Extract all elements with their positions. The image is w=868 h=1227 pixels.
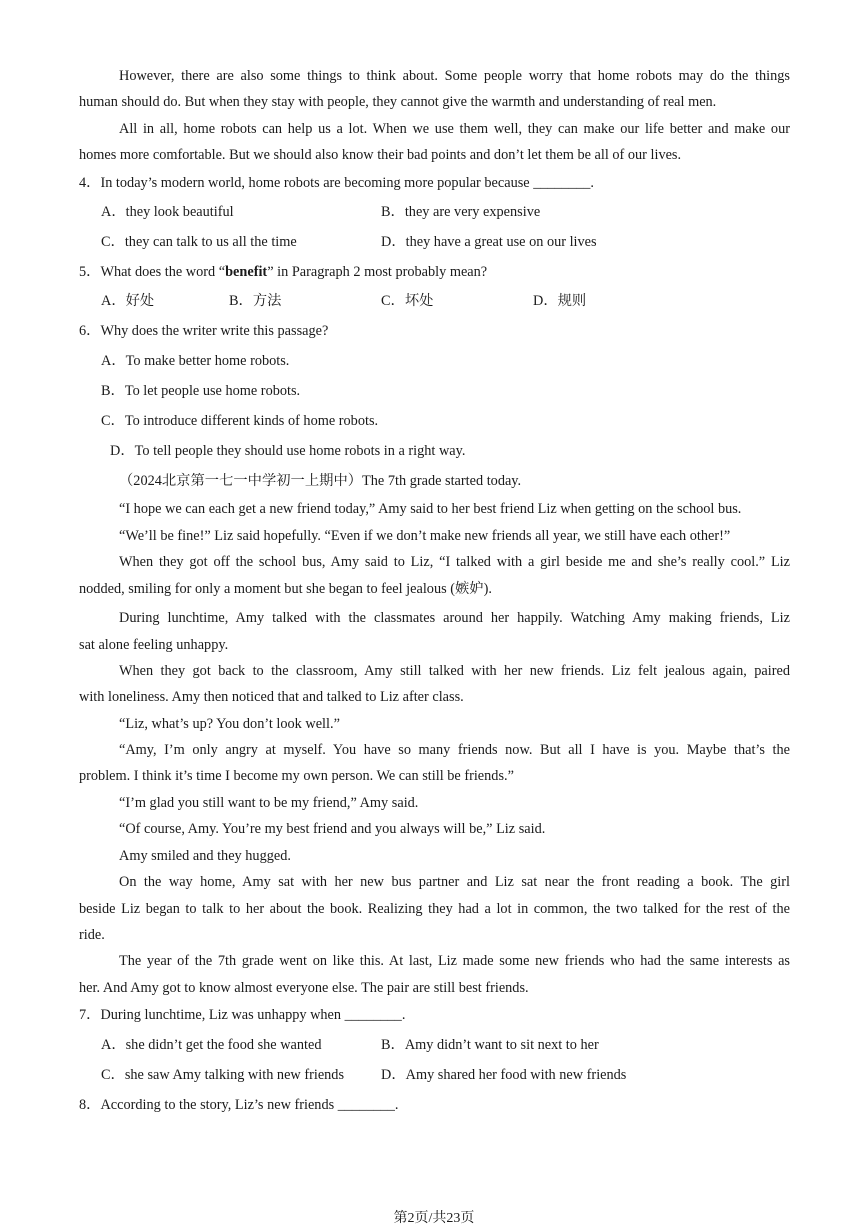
passage2-line: problem. I think it’s time I become my own person. We can still be friends.”: [79, 768, 514, 784]
question-7-option-c: C．she saw Amy talking with new friends: [101, 1067, 345, 1083]
passage2-line: her. And Amy got to know almost everyone else. The pair are still best friends.: [79, 980, 529, 996]
passage2-line: with loneliness. Amy then noticed that and talked to Liz after class.: [79, 689, 464, 705]
passage2-source: （2024北京第一七一中学初一上期中）The 7th grade started today.: [119, 473, 522, 489]
question-5-option-c: C．坏处: [381, 293, 434, 309]
question-5-stem-pre: 5．What does the word “: [79, 264, 226, 280]
question-6-stem: 6．Why does the writer write this passage?: [79, 323, 329, 339]
question-5-option-d: D．规则: [533, 293, 587, 309]
question-4-option-a: A．they look beautiful: [101, 204, 234, 220]
passage2-line: “Amy, I’m only angry at myself. You have so many friends now. But all I have is you. Maybe that’s the: [119, 742, 790, 758]
question-5-keyword: benefit: [225, 264, 268, 280]
passage2-line: Amy smiled and they hugged.: [119, 848, 291, 864]
question-6-option-d: D．To tell people they should use home robots in a right way.: [110, 443, 466, 459]
question-7-option-b: B．Amy didn’t want to sit next to her: [381, 1037, 599, 1053]
passage2-line: During lunchtime, Amy talked with the classmates around her happily. Watching Amy making friends, Liz: [119, 610, 790, 626]
question-5-option-b: B．方法: [229, 293, 282, 309]
passage1-p1-line1: However, there are also some things to think about. Some people worry that home robots may do the things: [119, 68, 790, 84]
passage1-p2-line1: All in all, home robots can help us a lot. When we use them well, they can make our life better and make our: [119, 121, 790, 137]
passage2-line: When they got back to the classroom, Amy still talked with her new friends. Liz felt jealous again, paired: [119, 663, 790, 679]
passage2-line: The year of the 7th grade went on like this. At last, Liz made some new friends who had the same interests as: [119, 953, 790, 969]
question-7-option-a: A．she didn’t get the food she wanted: [101, 1037, 322, 1053]
passage2-line: sat alone feeling unhappy.: [79, 637, 229, 653]
passage2-line: When they got off the school bus, Amy said to Liz, “I talked with a girl beside me and she’s really cool.” Liz: [119, 554, 790, 570]
passage1-p1-line2: human should do. But when they stay with people, they cannot give the warmth and understanding of real men.: [79, 94, 717, 110]
passage2-line: beside Liz began to talk to her about the book. Realizing they had a lot in common, the two talked for the rest of the: [79, 901, 790, 917]
passage2-line: “Of course, Amy. You’re my best friend and you always will be,” Liz said.: [119, 821, 546, 837]
question-5-option-a: A．好处: [101, 293, 155, 309]
question-8-stem: 8．According to the story, Liz’s new friends ________.: [79, 1097, 399, 1113]
passage2-line: “I hope we can each get a new friend today,” Amy said to her best friend Liz when getting on the school bus.: [119, 501, 742, 517]
question-4-stem: 4．In today’s modern world, home robots are becoming more popular because ________.: [79, 175, 594, 191]
passage2-line: “Liz, what’s up? You don’t look well.”: [119, 716, 340, 732]
question-6-option-a: A．To make better home robots.: [101, 353, 290, 369]
passage2-line: “I’m glad you still want to be my friend,” Amy said.: [119, 795, 419, 811]
passage2-line: On the way home, Amy sat with her new bus partner and Liz sat near the front reading a book. The girl: [119, 874, 790, 890]
question-4-option-b: B．they are very expensive: [381, 204, 541, 220]
question-7-stem: 7．During lunchtime, Liz was unhappy when ________.: [79, 1007, 406, 1023]
page-number-footer: 第2页/共23页: [393, 1211, 475, 1226]
passage2-line: ride.: [79, 927, 105, 943]
question-6-option-b: B．To let people use home robots.: [101, 383, 301, 399]
question-4-option-c: C．they can talk to us all the time: [101, 234, 297, 250]
passage2-line: nodded, smiling for only a moment but she began to feel jealous (嫉妒).: [79, 581, 492, 597]
question-7-option-d: D．Amy shared her food with new friends: [381, 1067, 627, 1083]
question-5-stem-post: ” in Paragraph 2 most probably mean?: [267, 264, 488, 280]
question-5-stem: [79, 263, 487, 281]
question-6-option-c: C．To introduce different kinds of home robots.: [101, 413, 379, 429]
question-4-option-d: D．they have a great use on our lives: [381, 234, 597, 250]
passage1-p2-line2: homes more comfortable. But we should also know their bad points and don’t let them be all of our lives.: [79, 147, 682, 163]
passage2-line: “We’ll be fine!” Liz said hopefully. “Even if we don’t make new friends all year, we still have each other!”: [119, 528, 731, 544]
